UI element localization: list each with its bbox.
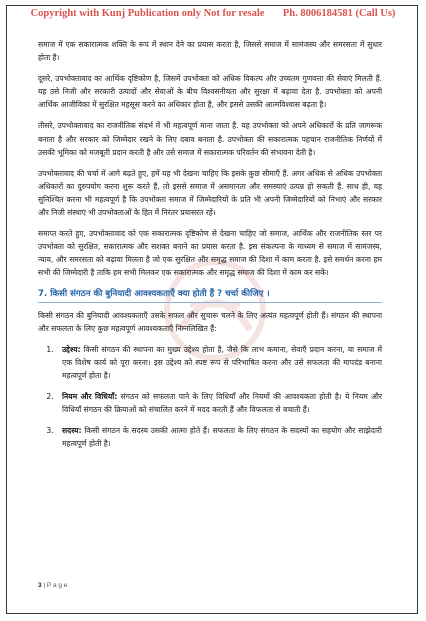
- item-term: नियम और विधियाँ:: [62, 391, 118, 401]
- paragraph: समाज में एक सकारात्मक शक्ति के रूप में स्थान देने का प्रयास करता है, जिससे समाज में सामंजस्य और समरसता में सुधार होता है।: [38, 40, 382, 63]
- paragraph: समाप्त करते हुए, उपभोक्तावाद को एक सकारात्मक दृष्टिकोण से देखना चाहिए जो समाज, आर्थिक और राजनीतिक स्तर पर उपभोक्ता को सुरक्षित, सकारात्मक और सशक्त बनाने का प्रयास करता है. इस संकल्पना के माध्यम से समाज में सामंजस्य, न्याय, और समरसता को बढ़ावा मिलता है जो एक सुरक्षित और समृद्ध समाज की दिशा में काम करता है. इसे समर्थन करना हम सभी की जिम्मेदारी है ताकि हम सभी मिलकर एक सकारात्मक और समृद्ध समाज की दिशा में काम कर सकें।: [38, 229, 382, 278]
- page-label: | P a g e: [43, 582, 68, 589]
- item-text: संगठन को सफलता पाने के लिए विधियाँ और नियमों की आवश्यकता होती है। ये नियम और विधियाँ संगठन की क्रियाओं को संचालित करने में मदद करती हैं और विफलता से बचाती हैं।: [62, 391, 382, 415]
- paragraph: दूसरे, उपभोक्तावाद का आर्थिक दृष्टिकोण है, जिसमें उपभोक्ता को अधिक विकल्प और उच्चतम गुणवत्ता की सेवाएं मिलती हैं. यह उसे निजी और सरकारी उत्पादों और सेवाओं के बीच विश्वसनीयता और सुरक्षा में बढ़ावा देता है. उपभोक्ता को अपनी आर्थिक आजीविका में सुरक्षित महसूस करने का अधिकार होता है, और इससे उसकी आत्मविश्वास बढ़ता है।: [38, 74, 382, 110]
- question-intro: किसी संगठन की बुनियादी आवश्यकताएँ उसके सफल और सुचारू चलने के लिए अत्यंत महत्वपूर्ण होती हैं। संगठन की स्थापना और सफलता के लिए कुछ महत्वपूर्ण आवश्यकताएँ निम्नलिखित हैं:: [38, 310, 382, 333]
- requirements-list: [38, 343, 382, 451]
- list-item: [56, 343, 382, 382]
- page-footer: [38, 582, 67, 589]
- item-term: सदस्य:: [62, 426, 82, 436]
- copyright-notice: Copyright with Kunj Publication only Not for resale: [30, 8, 265, 19]
- page-header: [0, 8, 426, 19]
- page-content: [38, 38, 382, 458]
- item-text: किसी संगठन की स्थापना का मुख्य उद्देश्य होता है, जैसे कि लाभ कमाना, सेवाएँ प्रदान करना, या समाज में एक विशेष कार्य को पूरा करना। इस उद्देश्य को स्पष्ट रूप से परिभाषित करना और उसे सफलता की मापदंड बनाना महत्वपूर्ण होता है।: [62, 344, 382, 380]
- question-heading: 7. किसी संगठन की बुनियादी आवश्यकताएँ क्या होती हैं ? चर्चा कीजिए ।: [38, 288, 382, 303]
- item-text: किसी संगठन के सदस्य उसकी आत्मा होते हैं। सफलता के लिए संगठन के सदस्यों का सहयोग और साझेदारी महत्वपूर्ण होती है।: [62, 426, 382, 449]
- paragraph: तीसरे, उपभोक्तावाद का राजनीतिक संदर्भ में भी महत्वपूर्ण माना जाता है. यह उपभोक्ता को अपने अधिकारों के प्रति जागरूक बनाता है और सरकार को जिम्मेदार रखने के लिए दबाव बनाता है. उपभोक्ता की सकारात्मक पहचान राजनीतिक निर्णयों में उसकी भूमिका को मजबूती प्रदान करती है और उसे समाज में सकारात्मक परिवर्तन की संभावना देती है।: [38, 121, 382, 157]
- contact-phone: Ph. 8006184581 (Call Us): [282, 8, 396, 19]
- list-item: [56, 390, 382, 416]
- item-term: उद्देश्य:: [62, 344, 81, 354]
- paragraph: उपभोक्तावाद की चर्चा में आगे बढ़ते हुए, हमें यह भी देखना चाहिए कि इसके कुछ सीमाएँ हैं. अगर अधिक से अधिक उपभोक्ता अधिकारों का दुरुपयोग करना शुरू करते हैं, तो इससे समाज में असमानता और समस्याएं उत्पन्न हो सकती हैं. साथ ही, यह सुनिश्चित करना भी महत्वपूर्ण है कि उपभोक्ता समाज में जिम्मेदारियों के प्रति भी अपनी जिम्मेदारियों को निभाएं और सरकार और निजी संस्थाएं भी उपभोक्ताओं के हित में निरंतर प्रयासरत रहें।: [38, 168, 382, 218]
- list-item: [56, 424, 382, 450]
- page-number: 3: [38, 582, 42, 589]
